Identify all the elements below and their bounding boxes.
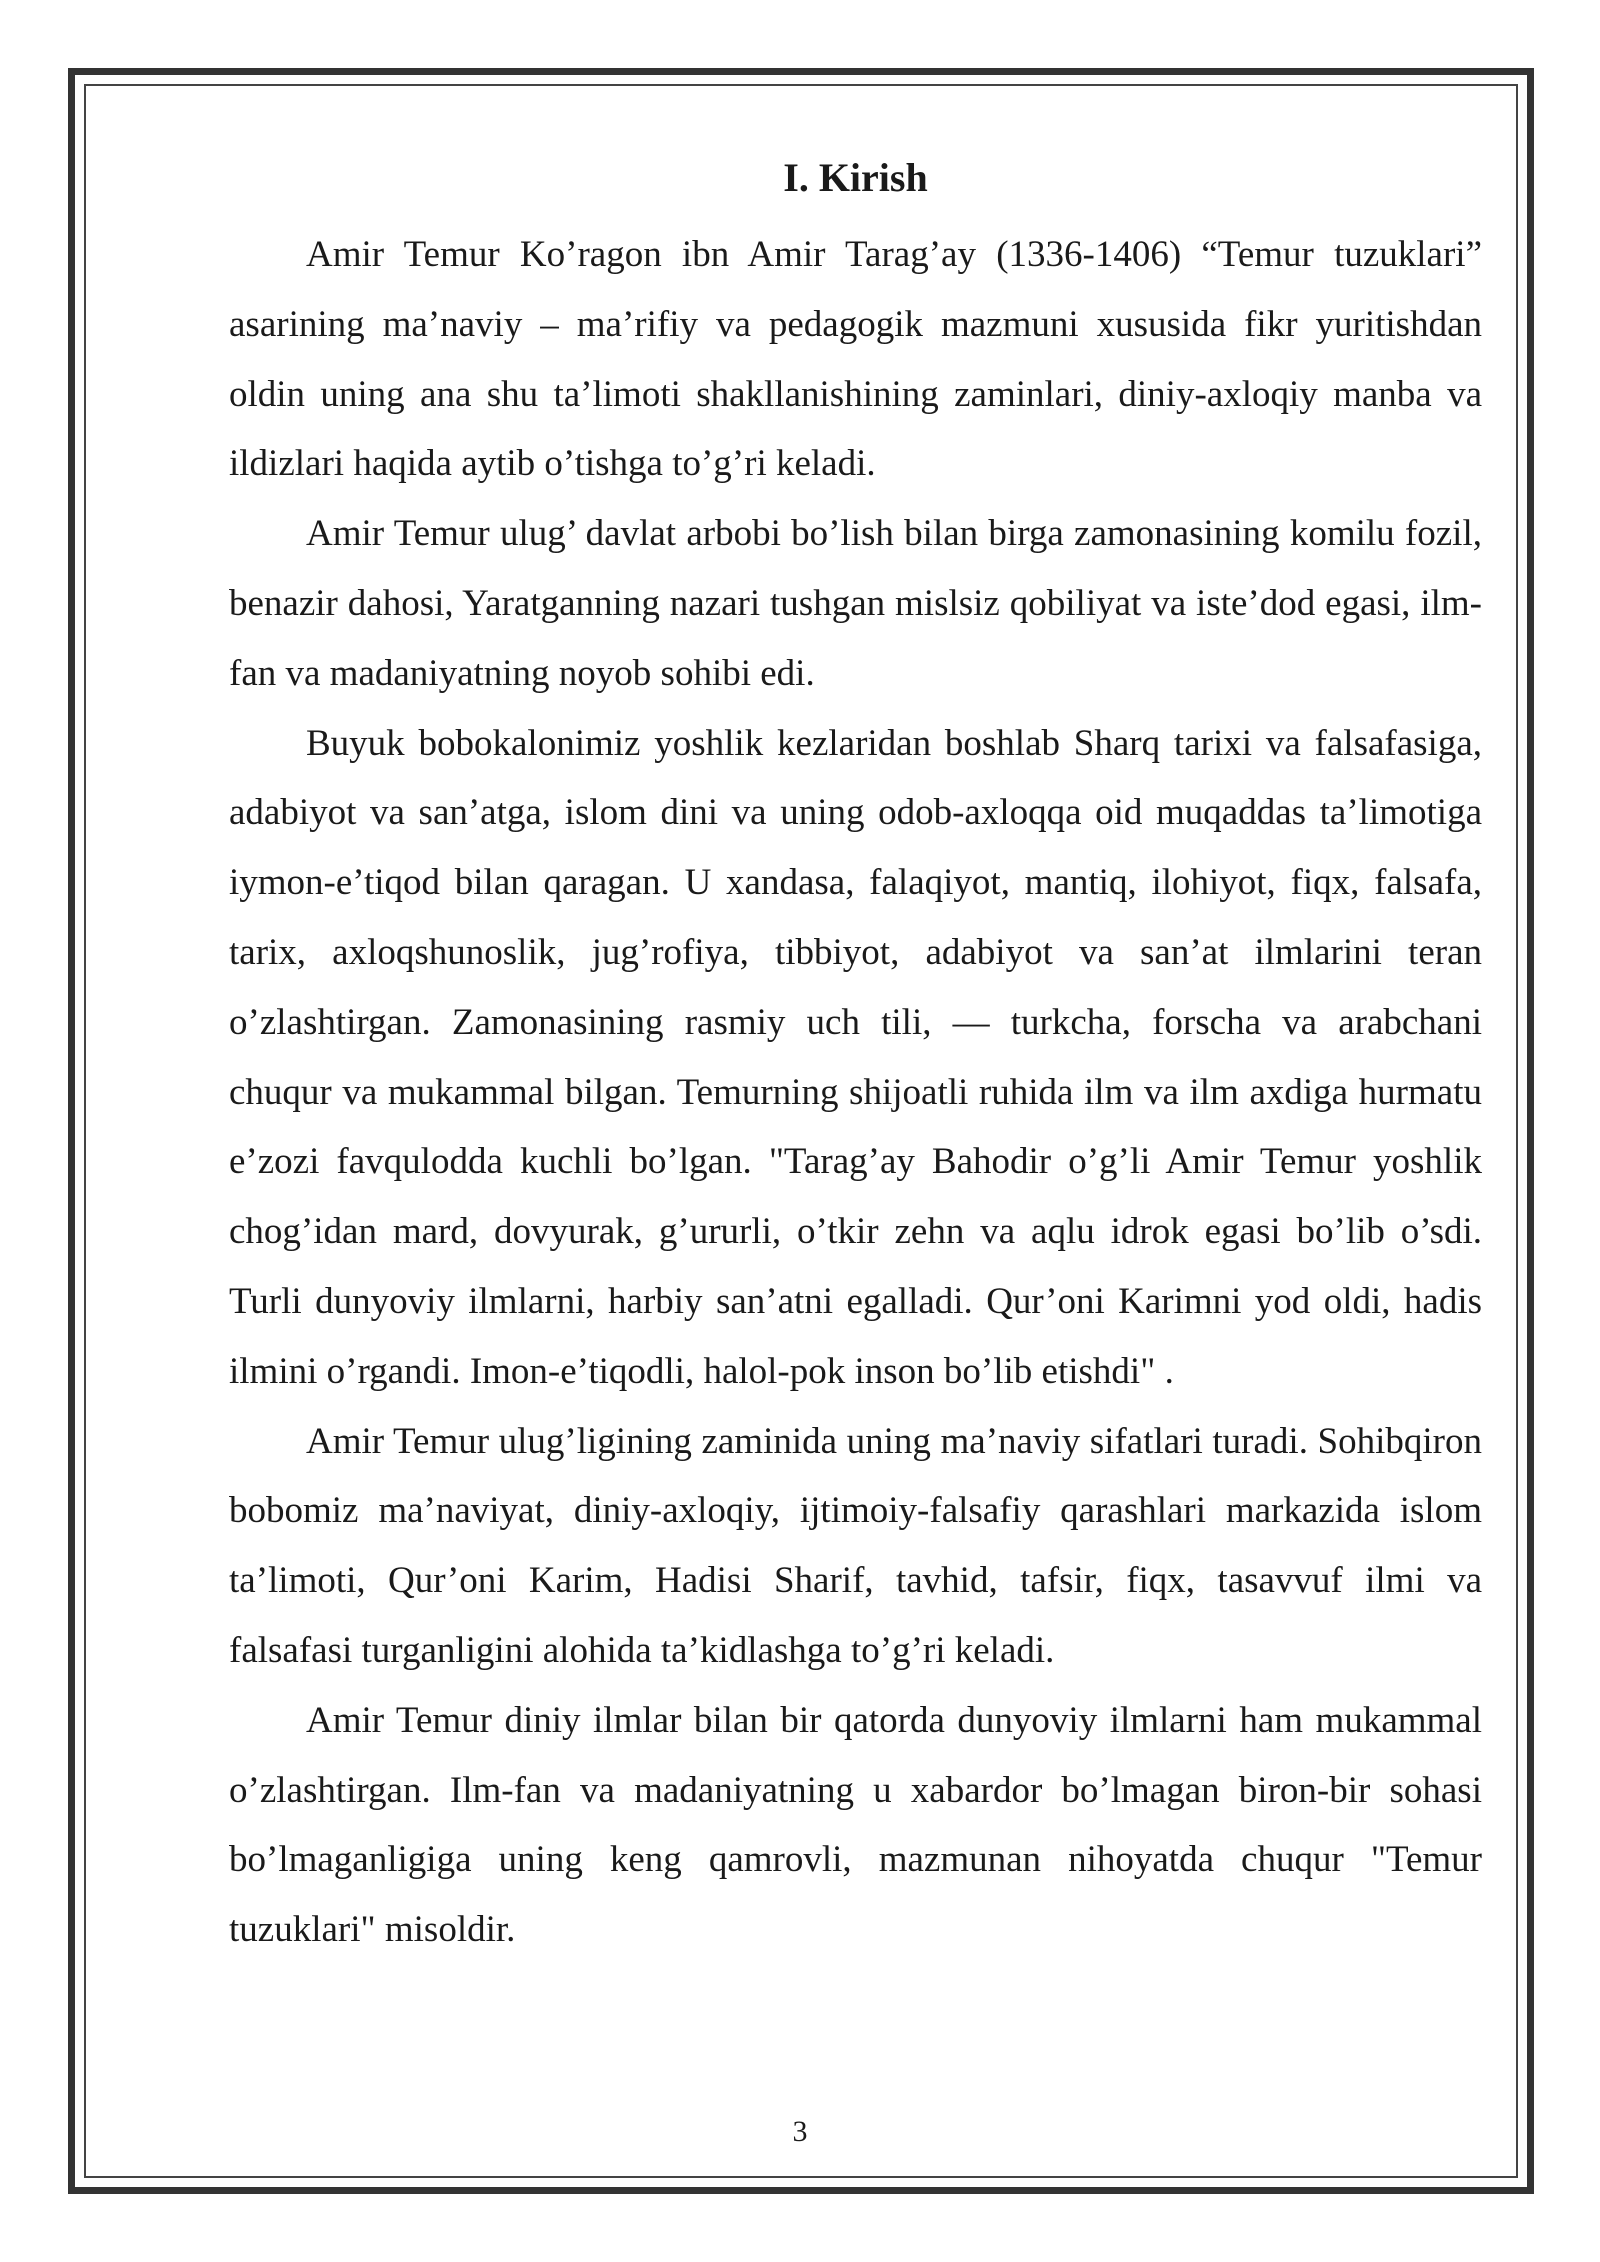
page-content xyxy=(229,152,1482,1965)
paragraph-1: Amir Temur Ko’ragon ibn Amir Tarag’ay (1336-1406) “Temur tuzuklari” asarining ma’naviy – ma’rifiy va pedagogik mazmuni xususida fikr yuritishdan oldin uning ana shu ta’limoti shakllanishining zaminlari, diniy-axloqiy manba va ildizlari haqida aytib o’tishga to’g’ri keladi. xyxy=(229,234,1482,485)
section-title: I. Kirish xyxy=(783,155,928,200)
page-number: 3 xyxy=(792,2115,808,2148)
paragraph-4: Amir Temur ulug’ligining zaminida uning ma’naviy sifatlari turadi. Sohibqiron bobomiz ma’naviyat, diniy-axloqiy, ijtimoiy-falsafiy qarashlari markazida islom ta’limoti, Qur’oni Karim, Hadisi Sharif, tavhid, tafsir, fiqx, tasavvuf ilmi va falsafasi turganligini alohida ta’kidlashga to’g’ri keladi. xyxy=(229,1420,1482,1671)
paragraph-5: Amir Temur diniy ilmlar bilan bir qatorda dunyoviy ilmlarni ham mukammal o’zlashtirgan. Ilm-fan va madaniyatning u xabardor bo’lmagan biron-bir sohasi bo’lmaganligiga uning keng qamrovli, mazmunan nihoyatda chuqur "Temur tuzuklari" misoldir. xyxy=(229,1699,1482,1951)
paragraph-2: Amir Temur ulug’ davlat arbobi bo’lish bilan birga zamonasining komilu fozil, benazir dahosi, Yaratganning nazari tushgan mislsiz qobiliyat va iste’dod egasi, ilm-fan va madaniyatning noyob sohibi edi. xyxy=(229,513,1482,694)
paragraph-3: Buyuk bobokalonimiz yoshlik kezlaridan boshlab Sharq tarixi va falsafasiga, adabiyot va san’atga, islom dini va uning odob-axloqqa oid muqaddas ta’limotiga iymon-e’tiqod bilan qaragan. U xandasa, falaqiyot, mantiq, ilohiyot, fiqx, falsafa, tarix, axloqshunoslik, jug’rofiya, tibbiyot, adabiyot va san’at ilmlarini teran o’zlashtirgan. Zamonasining rasmiy uch tili, — turkcha, forscha va arabchani chuqur va mukammal bilgan. Temurning shijoatli ruhida ilm va ilm axdiga hurmatu e’zozi favqulodda kuchli bo’lgan. "Tarag’ay Bahodir o’g’li Amir Temur yoshlik chog’idan mard, dovyurak, g’ururli, o’tkir zehn va aqlu idrok egasi bo’lib o’sdi. Turli dunyoviy ilmlarni, harbiy san’atni egalladi. Qur’oni Karimni yod oldi, hadis ilmini o’rgandi. Imon-e’tiqodli, halol-pok inson bo’lib etishdi" . xyxy=(229,722,1482,1392)
